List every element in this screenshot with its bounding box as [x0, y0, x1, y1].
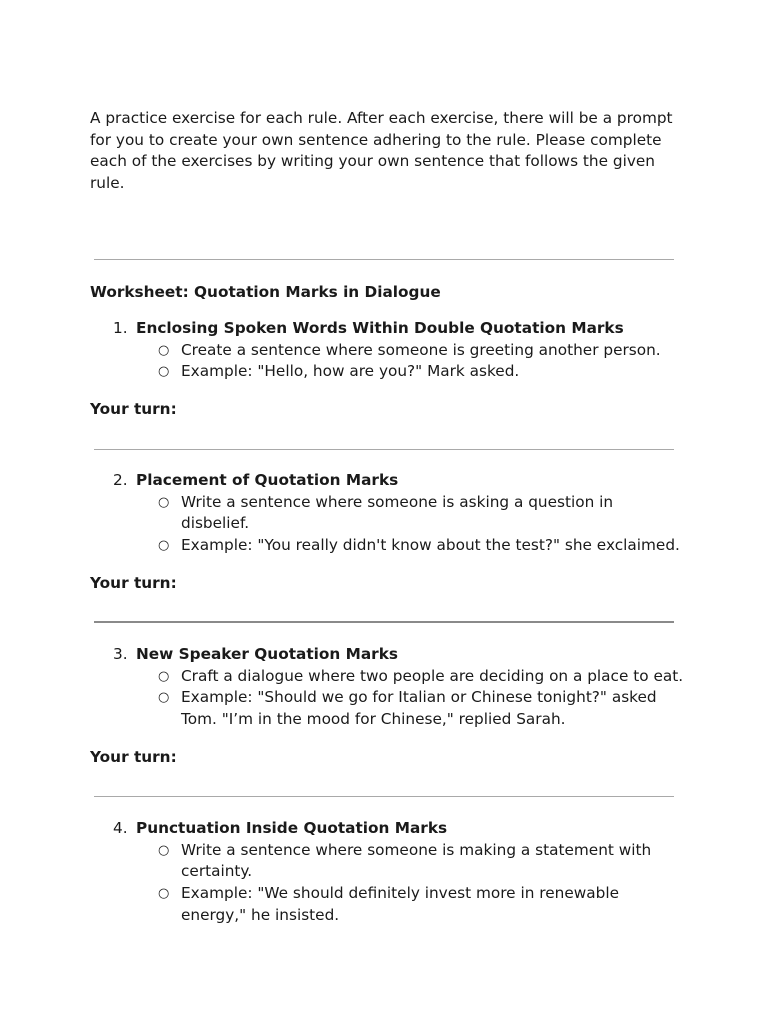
- exercise-example-text: Example: "You really didn't know about the test?" she exclaimed.: [181, 536, 680, 555]
- exercise-example: [90, 883, 636, 926]
- exercise-example: [90, 361, 691, 383]
- exercise-prompt-text: Write a sentence where someone is asking a question in disbelief.: [181, 492, 614, 533]
- exercise-item-3: [90, 644, 690, 731]
- divider: [94, 449, 674, 450]
- your-turn-label-2: Your turn:: [90, 574, 177, 592]
- exercise-example-text: Example: "Should we go for Italian or Chinese tonight?" asked Tom. "I’m in the mood for Chinese," replied Sarah.: [181, 688, 657, 729]
- circle-bullet-icon: ○: [158, 886, 170, 902]
- divider: [94, 796, 674, 797]
- exercise-example: [90, 687, 681, 730]
- your-turn-label-3: Your turn:: [90, 748, 177, 766]
- exercise-prompt-text: Craft a dialogue where two people are deciding on a place to eat.: [181, 666, 684, 685]
- exercise-item-4: [90, 818, 690, 927]
- exercise-sublist: [90, 666, 690, 731]
- exercise-title: [90, 470, 690, 492]
- circle-bullet-icon: ○: [158, 538, 170, 554]
- exercise-prompt-text: Create a sentence where someone is greeting another person.: [181, 340, 661, 359]
- circle-bullet-icon: ○: [158, 668, 170, 684]
- exercise-title-text: Enclosing Spoken Words Within Double Quotation Marks: [136, 319, 624, 337]
- exercise-title-text: New Speaker Quotation Marks: [136, 645, 398, 663]
- exercise-title-text: Placement of Quotation Marks: [136, 471, 399, 489]
- circle-bullet-icon: ○: [158, 842, 170, 858]
- exercise-prompt: [90, 666, 691, 688]
- exercise-example-text: Example: "Hello, how are you?" Mark asked.: [181, 362, 520, 381]
- exercise-number: 2.: [113, 471, 128, 489]
- exercise-title: [90, 318, 690, 340]
- exercise-prompt: [90, 340, 691, 362]
- your-turn-label-1: Your turn:: [90, 400, 177, 418]
- exercise-number: 4.: [113, 819, 128, 837]
- exercise-sublist: [90, 492, 690, 557]
- intro-paragraph: A practice exercise for each rule. After each exercise, there will be a prompt for you to create your own sentence adhering to the rule. Please complete each of the exercises by writing your own sentence that follows the given rule.: [90, 109, 673, 193]
- worksheet-title: Worksheet: Quotation Marks in Dialogue: [90, 283, 441, 301]
- exercise-title: [90, 644, 690, 666]
- exercise-sublist: [90, 340, 690, 383]
- exercise-number: 3.: [113, 645, 128, 663]
- exercise-title-text: Punctuation Inside Quotation Marks: [136, 819, 448, 837]
- divider: [94, 621, 674, 623]
- circle-bullet-icon: ○: [158, 494, 170, 510]
- exercise-prompt: [90, 840, 661, 883]
- circle-bullet-icon: ○: [158, 342, 170, 358]
- exercise-prompt-text: Write a sentence where someone is making a statement with certainty.: [181, 840, 652, 881]
- exercise-sublist: [90, 840, 690, 927]
- exercise-item-2: [90, 470, 690, 557]
- exercise-prompt: [90, 492, 636, 535]
- exercise-title: [90, 818, 690, 840]
- exercise-example: [90, 535, 691, 557]
- exercise-example-text: Example: "We should definitely invest more in renewable energy," he insisted.: [181, 884, 619, 924]
- exercise-number: 1.: [113, 319, 128, 337]
- circle-bullet-icon: ○: [158, 364, 170, 380]
- divider: [94, 259, 674, 260]
- circle-bullet-icon: ○: [158, 690, 170, 706]
- exercise-item-1: [90, 318, 690, 383]
